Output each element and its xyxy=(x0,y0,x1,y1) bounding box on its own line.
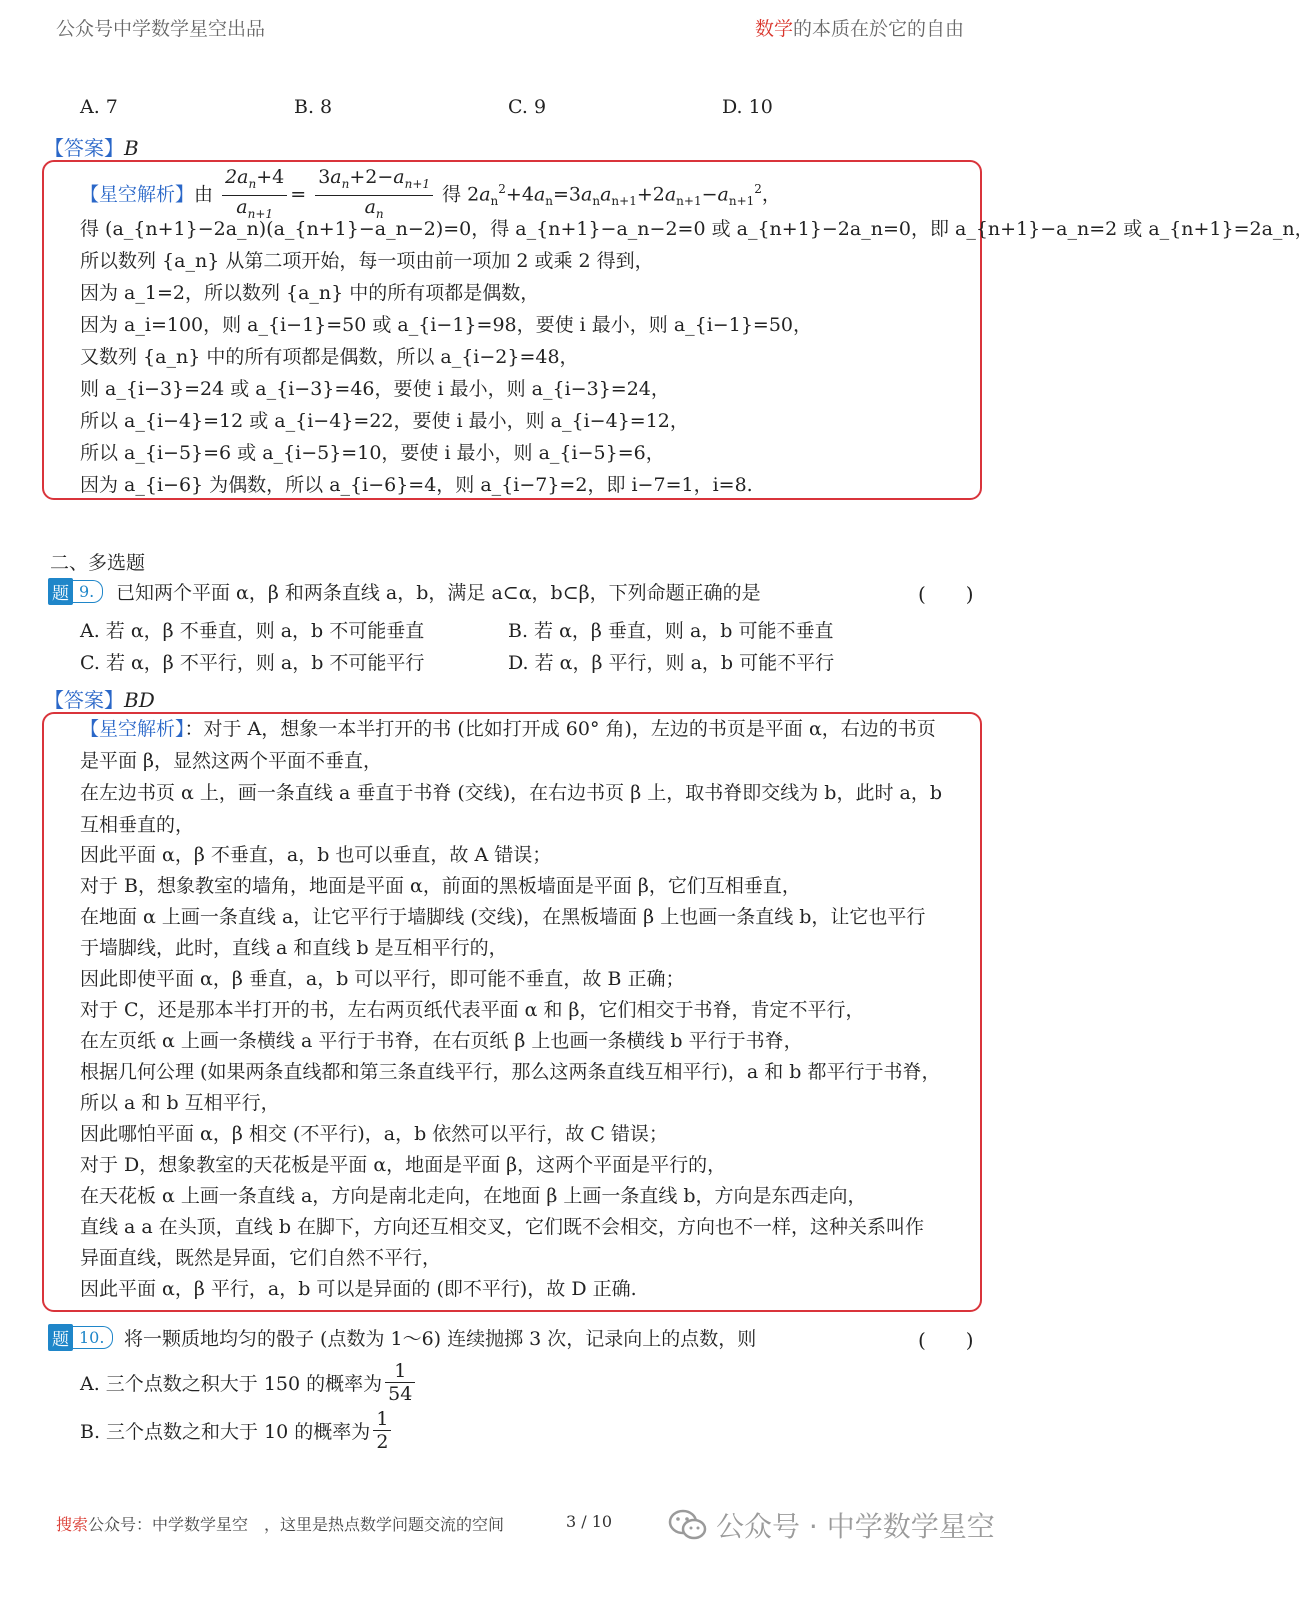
q9-line-4: 互相垂直的， xyxy=(80,814,195,836)
watermark xyxy=(668,1505,995,1545)
q8-line-5: 又数列 {a_n} 中的所有项都是偶数，所以 a_{i−2}=48， xyxy=(80,346,579,368)
q9-answer-paren: ( ) xyxy=(918,582,974,606)
watermark-text: 公众号 · 中学数学星空 xyxy=(716,1510,995,1543)
q10-badge xyxy=(48,1324,113,1350)
q8-option-d: D. 10 xyxy=(722,96,773,118)
q9-line-17: 直线 a a 在头顶，直线 b 在脚下，方向还互相交叉，它们既不会相交，方向也不一样，这种关系叫作 xyxy=(80,1216,925,1238)
q10-option-a-text: A. 三个点数之积大于 150 的概率为 xyxy=(80,1373,383,1395)
q8-line-3: 因为 a_1=2，所以数列 {a_n} 中的所有项都是偶数， xyxy=(80,282,540,304)
q8-option-a: A. 7 xyxy=(80,96,118,118)
fraction-denominator: 54 xyxy=(388,1383,413,1405)
q9-line-18: 异面直线，既然是异面，它们自然不平行， xyxy=(80,1247,442,1269)
q9-line-11: 在左页纸 α 上画一条横线 a 平行于书脊，在右页纸 β 上也画一条横线 b 平行于书脊， xyxy=(80,1030,803,1052)
q9-line-5: 因此平面 α，β 不垂直，a，b 也可以垂直，故 A 错误； xyxy=(80,844,552,866)
fraction: $\frac{3a_n+2-a_{n+1}}{a_n}$ xyxy=(315,166,433,225)
q9-line-13: 所以 a 和 b 互相平行， xyxy=(80,1092,280,1114)
q9-line-19: 因此平面 α，β 平行，a，b 可以是异面的 (即不平行)，故 D 正确. xyxy=(80,1278,637,1300)
q9-option-a: A. 若 α，β 不垂直，则 a，b 不可能垂直 xyxy=(80,620,425,642)
q9-line-16: 在天花板 α 上画一条直线 a，方向是南北走向，在地面 β 上画一条直线 b，方向是东西走向， xyxy=(80,1185,867,1207)
question-badge-label: 题 xyxy=(48,578,73,605)
q10-answer-paren: ( ) xyxy=(918,1328,974,1352)
q9-option-b: B. 若 α，β 垂直，则 a，b 可能不垂直 xyxy=(508,620,834,642)
q8-line-7: 所以 a_{i−4}=12 或 a_{i−4}=22，要使 i 最小，则 a_{i−4}=12， xyxy=(80,410,689,432)
q9-line-8: 于墙脚线，此时，直线 a 和直线 b 是互相平行的， xyxy=(80,937,508,959)
footer-text xyxy=(56,1512,504,1535)
q8-option-b: B. 8 xyxy=(294,96,333,118)
wechat-icon xyxy=(668,1508,708,1542)
q10-stem: 将一颗质地均匀的骰子 (点数为 1～6) 连续抛掷 3 次，记录向上的点数，则 xyxy=(124,1328,757,1350)
fraction-denominator: 2 xyxy=(376,1431,389,1453)
fraction-numerator: 1 xyxy=(385,1360,415,1383)
q10-option-b xyxy=(80,1408,394,1453)
question-number: 10. xyxy=(73,1326,113,1349)
q8-line-2: 所以数列 {a_n} 从第二项开始，每一项由前一项加 2 或乘 2 得到， xyxy=(80,250,654,272)
q9-line-12: 根据几何公理 (如果两条直线都和第三条直线平行，那么这两条直线互相平行)，a 和 b 都平行于书脊， xyxy=(80,1061,941,1083)
q9-line-3: 在左边书页 α 上，画一条直线 a 垂直于书脊 (交线)，在右边书页 β 上，取书脊即交线为 b，此时 a，b xyxy=(80,782,942,804)
q8-answer xyxy=(44,132,139,161)
q10-option-b-text: B. 三个点数之和大于 10 的概率为 xyxy=(80,1421,371,1443)
q9-line-1 xyxy=(80,716,936,742)
fraction xyxy=(373,1408,391,1453)
fraction xyxy=(385,1360,415,1405)
q8-line-4: 因为 a_i=100，则 a_{i−1}=50 或 a_{i−1}=98，要使 i 最小，则 a_{i−1}=50， xyxy=(80,314,813,336)
analysis-tag: 【星空解析】 xyxy=(80,718,185,740)
q10-option-a xyxy=(80,1360,418,1405)
section-title: 二、多选题 xyxy=(50,552,146,574)
fraction-numerator: 1 xyxy=(373,1408,391,1431)
q9-line-7: 在地面 α 上画一条直线 a，让它平行于墙脚线 (交线)，在黑板墙面 β 上也画一条直线 b，让它也平行 xyxy=(80,906,926,928)
answer-label: 【答案】 xyxy=(44,136,124,160)
header-right xyxy=(755,14,964,41)
q9-badge xyxy=(48,578,103,604)
footer-search-word: 搜索 xyxy=(56,1515,89,1534)
q8-line-1: 得 (a_{n+1}−2a_n)(a_{n+1}−a_n−2)=0，得 a_{n+1}−a_n−2=0 或 a_{n+1}−2a_n=0，即 a_{n+1}−a_n=2 或 a_{n+1}=2a_n， xyxy=(80,218,1314,240)
q8-line-9: 因为 a_{i−6} 为偶数，所以 a_{i−6}=4，则 a_{i−7}=2，即 i−7=1，i=8. xyxy=(80,474,753,496)
page-number: 3 / 10 xyxy=(566,1512,613,1531)
answer-label: 【答案】 xyxy=(44,688,124,712)
fraction: $\frac{2a_n+4}{a_{n+1}}$ xyxy=(222,166,287,225)
analysis-tag: 【星空解析】 xyxy=(80,183,195,206)
footer-body: 公众号：中学数学星空 ，这里是热点数学问题交流的空间 xyxy=(88,1515,505,1534)
q8-analysis-first-line: 【星空解析】由 $\frac{2a_n+4}{a_{n+1}}$ = $\frac{3a_n+2-a_{n+1}}{a_n}$ 得 $2a_n^2+4a_n=3a_na_{n+1}+2a_{n+1}-a_{n+1}^2$， xyxy=(80,166,781,225)
q9-line-1-text: ：对于 A，想象一本半打开的书 (比如打开成 60° 角)，左边的书页是平面 α，右边的书页 xyxy=(184,718,936,740)
q9-answer xyxy=(44,684,155,713)
q9-stem: 已知两个平面 α，β 和两条直线 a，b，满足 a⊂α，b⊂β，下列命题正确的是 xyxy=(116,582,761,604)
q9-option-c: C. 若 α，β 不平行，则 a，b 不可能平行 xyxy=(80,652,425,674)
header-right-rest: 的本质在於它的自由 xyxy=(792,18,964,40)
question-number: 9. xyxy=(73,580,103,603)
q9-line-2: 是平面 β，显然这两个平面不垂直， xyxy=(80,750,383,772)
q9-line-14: 因此哪怕平面 α，β 相交 (不平行)，a，b 依然可以平行，故 C 错误； xyxy=(80,1123,668,1145)
header-red-word: 数学 xyxy=(754,18,793,40)
q9-line-6: 对于 B，想象教室的墙角，地面是平面 α，前面的黑板墙面是平面 β，它们互相垂直， xyxy=(80,875,801,897)
q9-line-15: 对于 D，想象教室的天花板是平面 α，地面是平面 β，这两个平面是平行的， xyxy=(80,1154,727,1176)
q8-option-c: C. 9 xyxy=(508,96,547,118)
q9-option-d: D. 若 α，β 平行，则 a，b 可能不平行 xyxy=(508,652,835,674)
answer-value: B xyxy=(124,136,139,160)
q9-line-9: 因此即使平面 α，β 垂直，a，b 可以平行，即可能不垂直，故 B 正确； xyxy=(80,968,685,990)
question-badge-label: 题 xyxy=(48,1324,73,1351)
q9-line-10: 对于 C，还是那本半打开的书，左右两页纸代表平面 α 和 β，它们相交于书脊，肯定不平行， xyxy=(80,999,865,1021)
answer-value: BD xyxy=(124,688,155,712)
q8-line-8: 所以 a_{i−5}=6 或 a_{i−5}=10，要使 i 最小，则 a_{i−5}=6， xyxy=(80,442,665,464)
header-left: 公众号中学数学星空出品 xyxy=(56,18,266,40)
q8-line-6: 则 a_{i−3}=24 或 a_{i−3}=46，要使 i 最小，则 a_{i−3}=24， xyxy=(80,378,670,400)
